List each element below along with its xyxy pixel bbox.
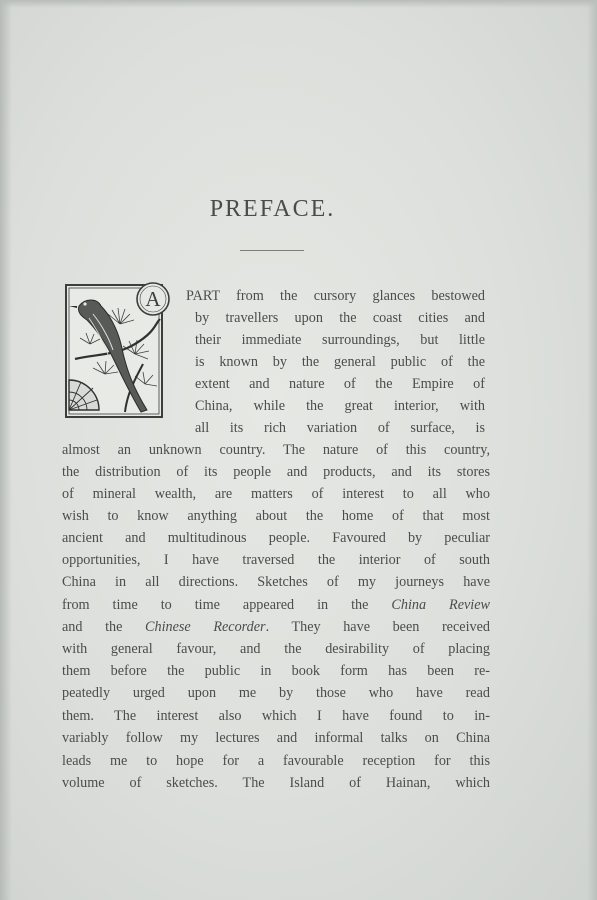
drop-cap-letter: A — [145, 287, 161, 311]
text-line: peatedly urged upon me by those who have read — [62, 685, 490, 701]
text-line: leads me to hope for a favourable reception for this — [62, 753, 490, 769]
text-line: opportunities, I have traversed the interior of south — [62, 552, 490, 568]
text-line: all its rich variation of surface, is — [195, 420, 485, 436]
page-shadow-top — [0, 0, 597, 8]
text-line: PART from the cursory glances bestowed — [186, 288, 485, 304]
text-line: China, while the great interior, with — [195, 398, 485, 414]
page-shadow-right — [587, 0, 597, 900]
text-line-with-italic — [62, 596, 490, 614]
page-heading: PREFACE. — [209, 196, 336, 222]
text-line: the distribution of its people and products, and its stores — [62, 464, 490, 480]
text-span: from time to time appeared in the — [62, 597, 392, 613]
heading-rule — [240, 250, 304, 251]
drop-cap-circle — [131, 281, 175, 317]
text-line: almost an unknown country. The nature of this country, — [62, 442, 490, 458]
italic-title: China Review — [391, 597, 491, 613]
text-line: extent and nature of the Empire of — [195, 376, 485, 392]
text-line: variably follow my lectures and informal talks on China — [62, 730, 490, 746]
text-line: their immediate surroundings, but little — [195, 332, 485, 348]
text-line: of mineral wealth, are matters of interest to all who — [62, 486, 490, 502]
italic-title: Chinese Recorder — [145, 619, 266, 635]
text-line: with general favour, and the desirability of placing — [62, 641, 490, 657]
text-line-with-italic — [62, 618, 490, 636]
text-line: by travellers upon the coast cities and — [195, 310, 485, 326]
page-shadow-left — [0, 0, 12, 900]
text-line: is known by the general public of the — [195, 354, 485, 370]
text-line: China in all directions. Sketches of my journeys have — [62, 574, 490, 590]
text-span: and the — [62, 619, 146, 635]
text-line: them. The interest also which I have found to in- — [62, 708, 490, 724]
text-line: wish to know anything about the home of that most — [62, 508, 490, 524]
text-line: ancient and multitudinous people. Favoured by peculiar — [62, 530, 490, 546]
text-line: volume of sketches. The Island of Hainan, which — [62, 775, 490, 791]
text-line: them before the public in book form has been re- — [62, 663, 490, 679]
text-span: . They have been received — [265, 619, 490, 635]
